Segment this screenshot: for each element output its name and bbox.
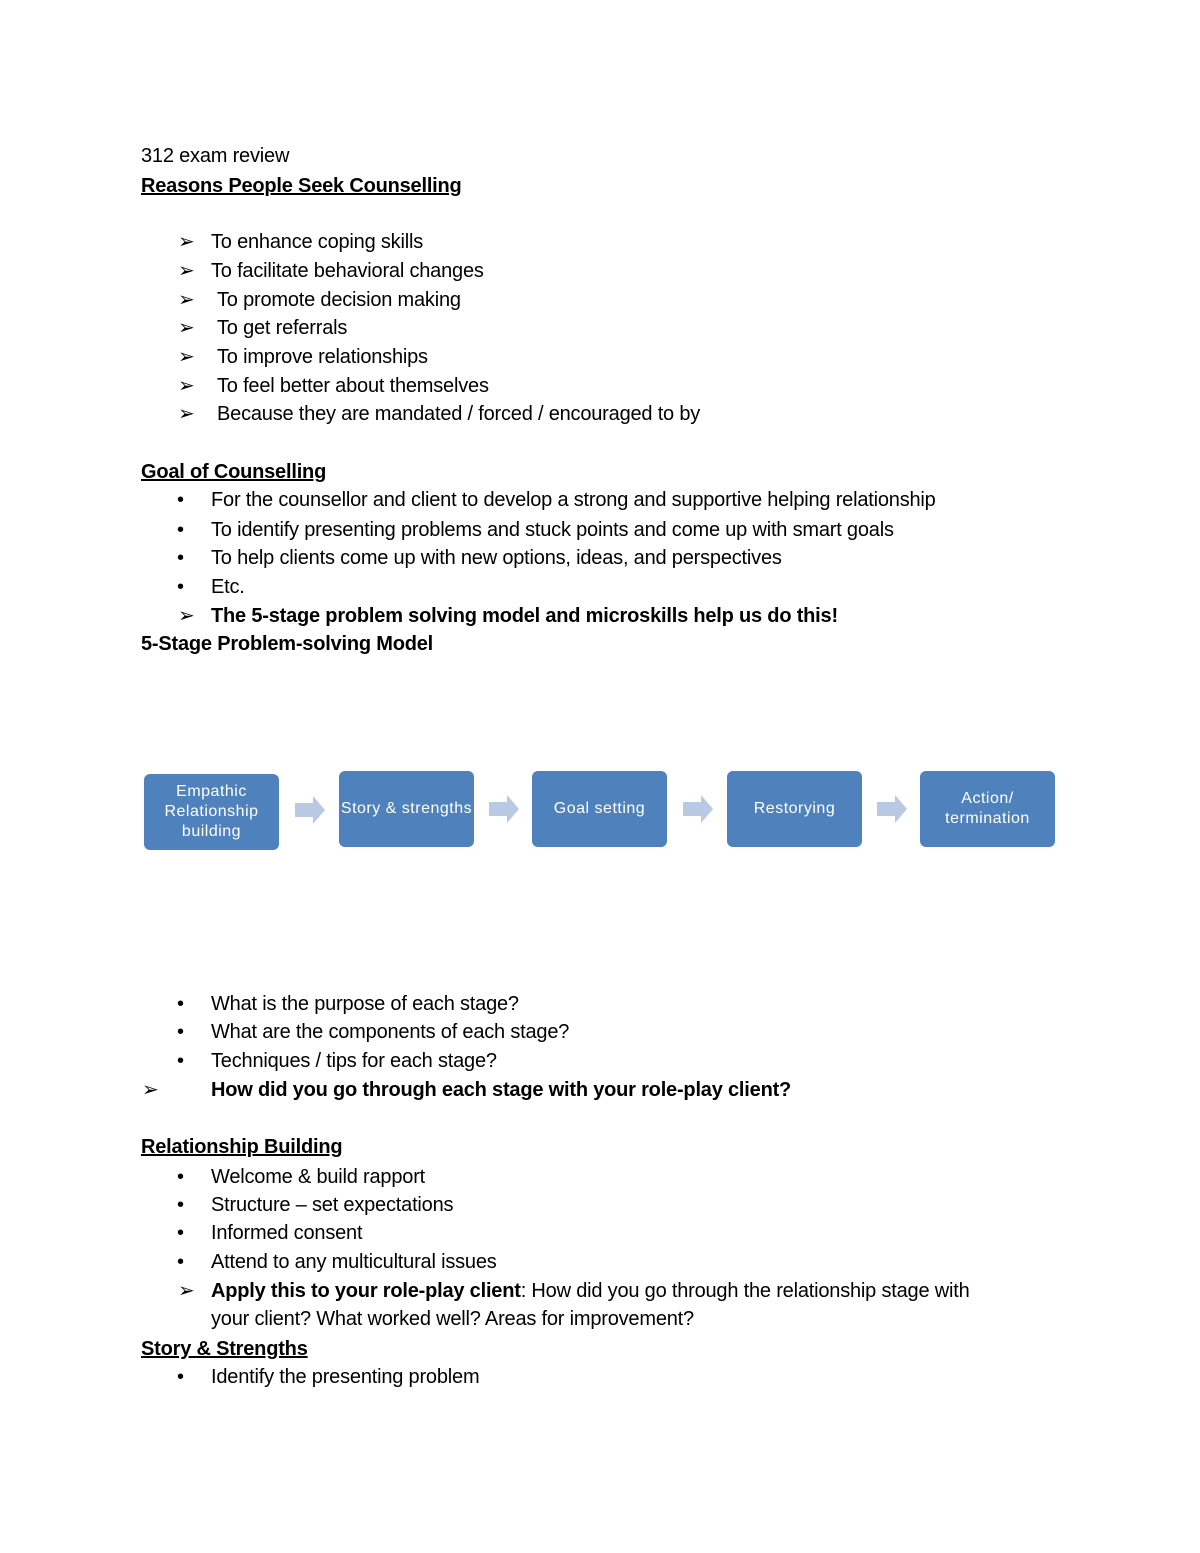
list-item: To identify presenting problems and stuck points and come up with smart goals — [211, 519, 894, 541]
stage-box-1: Empathic Relationship building — [144, 774, 279, 850]
list-item: Identify the presenting problem — [211, 1366, 480, 1388]
list-item: To help clients come up with new options, ideas, and perspectives — [211, 547, 782, 569]
list-item: Welcome & build rapport — [211, 1166, 426, 1188]
arrow-right-icon — [877, 795, 907, 823]
list-item: Attend to any multicultural issues — [211, 1251, 497, 1273]
list-item: To facilitate behavioral changes — [211, 260, 484, 282]
bullet-icon: • — [177, 489, 185, 511]
heading-story: Story & Strengths — [141, 1338, 308, 1360]
arrow-right-icon — [295, 796, 325, 824]
list-item: What are the components of each stage? — [211, 1021, 570, 1043]
arrow-bullet-icon: ➢ — [178, 403, 195, 425]
arrow-bullet-icon: ➢ — [142, 1079, 159, 1101]
bullet-icon: • — [177, 1050, 185, 1072]
arrow-bullet-icon: ➢ — [178, 231, 195, 253]
bullet-icon: • — [177, 1021, 185, 1043]
arrow-bullet-icon: ➢ — [178, 1280, 195, 1302]
bullet-icon: • — [177, 993, 185, 1015]
arrow-bullet-icon: ➢ — [178, 346, 195, 368]
stage-box-2: Story & strengths — [339, 771, 474, 847]
list-item: To feel better about themselves — [217, 375, 489, 397]
list-item: What is the purpose of each stage? — [211, 993, 519, 1015]
arrow-bullet-icon: ➢ — [178, 605, 195, 627]
document-title: 312 exam review — [141, 145, 290, 167]
list-item: To promote decision making — [217, 289, 461, 311]
list-item: For the counsellor and client to develop a strong and supportive helping relationship — [211, 489, 936, 511]
apply-line — [211, 1279, 970, 1303]
list-item: Etc. — [211, 576, 245, 598]
bullet-icon: • — [177, 519, 185, 541]
bullet-icon: • — [177, 576, 185, 598]
stage-box-4: Restorying — [727, 771, 862, 847]
arrow-bullet-icon: ➢ — [178, 289, 195, 311]
arrow-right-icon — [489, 795, 519, 823]
list-item: To get referrals — [217, 317, 348, 339]
heading-model: 5-Stage Problem-solving Model — [141, 633, 434, 655]
apply-line-2: your client? What worked well? Areas for improvement? — [211, 1308, 694, 1330]
apply-label: Apply this to your role-play client — [211, 1280, 521, 1302]
bullet-icon: • — [177, 1194, 185, 1216]
list-item: Because they are mandated / forced / encouraged to by — [217, 403, 701, 425]
list-item: To enhance coping skills — [211, 231, 423, 253]
heading-reasons: Reasons People Seek Counselling — [141, 175, 462, 197]
stage-box-5: Action/ termination — [920, 771, 1055, 847]
list-item: Informed consent — [211, 1222, 363, 1244]
stage-box-3: Goal setting — [532, 771, 667, 847]
list-item: Techniques / tips for each stage? — [211, 1050, 497, 1072]
arrow-right-icon — [683, 795, 713, 823]
bullet-icon: • — [177, 547, 185, 569]
bullet-icon: • — [177, 1166, 185, 1188]
bullet-icon: • — [177, 1251, 185, 1273]
heading-relationship: Relationship Building — [141, 1136, 343, 1158]
arrow-bullet-icon: ➢ — [178, 317, 195, 339]
model-emphasis: How did you go through each stage with your role-play client? — [211, 1079, 792, 1101]
apply-text: : How did you go through the relationship stage with — [520, 1280, 970, 1302]
list-item: To improve relationships — [217, 346, 428, 368]
arrow-bullet-icon: ➢ — [178, 260, 195, 282]
heading-goal: Goal of Counselling — [141, 461, 327, 483]
list-item: Structure – set expectations — [211, 1194, 454, 1216]
goal-emphasis: The 5-stage problem solving model and microskills help us do this! — [211, 605, 838, 627]
arrow-bullet-icon: ➢ — [178, 375, 195, 397]
bullet-icon: • — [177, 1366, 185, 1388]
bullet-icon: • — [177, 1222, 185, 1244]
